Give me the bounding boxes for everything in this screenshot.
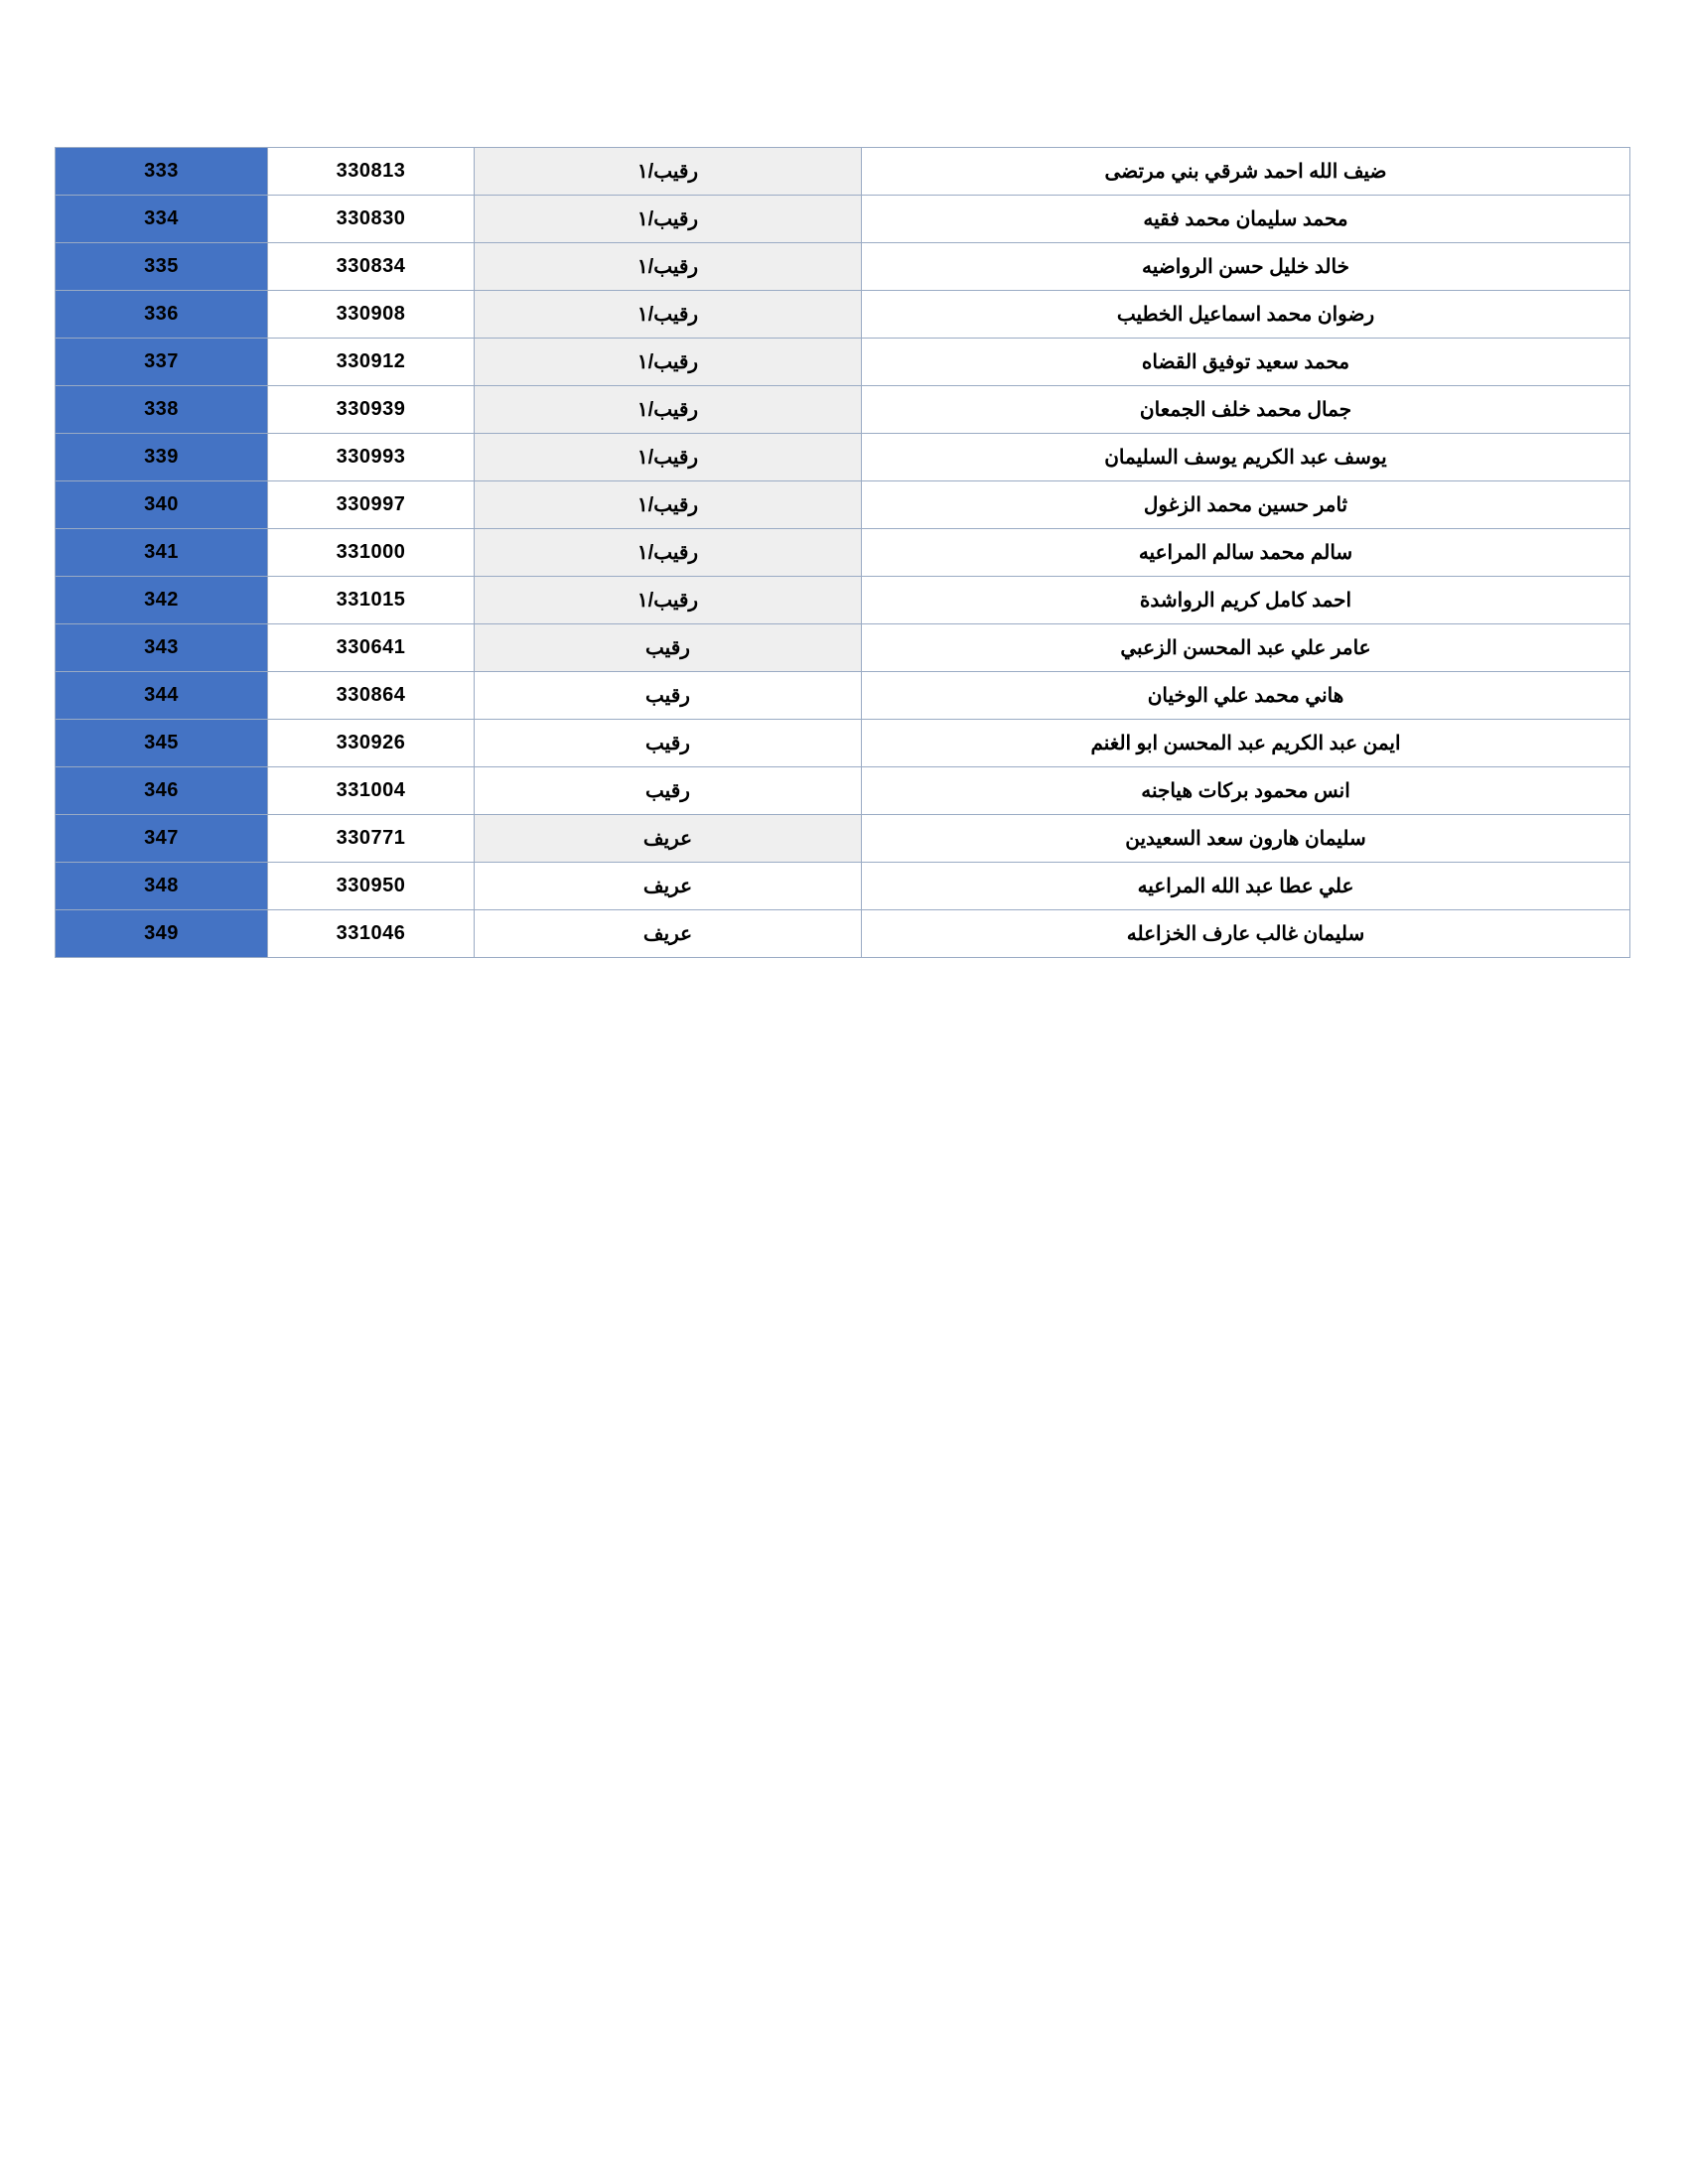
cell-index: 346 [56, 767, 268, 815]
cell-name: رضوان محمد اسماعيل الخطيب [862, 291, 1630, 339]
table-row [56, 291, 1630, 339]
cell-rank: رقيب/١ [475, 291, 862, 339]
cell-name: احمد كامل كريم الرواشدة [862, 577, 1630, 624]
cell-rank: رقيب [475, 624, 862, 672]
cell-service-number: 330950 [268, 863, 475, 910]
cell-name: ايمن عبد الكريم عبد المحسن ابو الغنم [862, 720, 1630, 767]
table-row [56, 910, 1630, 958]
cell-service-number: 330993 [268, 434, 475, 481]
cell-name: هاني محمد علي الوخيان [862, 672, 1630, 720]
table-row [56, 196, 1630, 243]
cell-index: 342 [56, 577, 268, 624]
table-row [56, 148, 1630, 196]
cell-rank: رقيب/١ [475, 529, 862, 577]
cell-rank: رقيب/١ [475, 243, 862, 291]
table-row [56, 529, 1630, 577]
cell-name: يوسف عبد الكريم يوسف السليمان [862, 434, 1630, 481]
table-row [56, 243, 1630, 291]
cell-index: 337 [56, 339, 268, 386]
cell-rank: رقيب/١ [475, 434, 862, 481]
roster-table-body [56, 148, 1630, 958]
roster-table [55, 147, 1630, 958]
cell-service-number: 330912 [268, 339, 475, 386]
cell-service-number: 331015 [268, 577, 475, 624]
table-row [56, 815, 1630, 863]
cell-service-number: 330908 [268, 291, 475, 339]
cell-index: 347 [56, 815, 268, 863]
cell-name: علي عطا عبد الله المراعيه [862, 863, 1630, 910]
cell-rank: رقيب [475, 672, 862, 720]
cell-index: 339 [56, 434, 268, 481]
table-row [56, 624, 1630, 672]
cell-index: 338 [56, 386, 268, 434]
cell-rank: رقيب [475, 767, 862, 815]
cell-index: 333 [56, 148, 268, 196]
cell-index: 341 [56, 529, 268, 577]
cell-rank: رقيب/١ [475, 339, 862, 386]
cell-index: 344 [56, 672, 268, 720]
cell-service-number: 330939 [268, 386, 475, 434]
cell-rank: رقيب/١ [475, 481, 862, 529]
cell-rank: رقيب [475, 720, 862, 767]
cell-name: ثامر حسين محمد الزغول [862, 481, 1630, 529]
table-row [56, 767, 1630, 815]
cell-index: 348 [56, 863, 268, 910]
table-row [56, 720, 1630, 767]
cell-service-number: 331000 [268, 529, 475, 577]
cell-name: محمد سليمان محمد فقيه [862, 196, 1630, 243]
table-row [56, 339, 1630, 386]
cell-index: 343 [56, 624, 268, 672]
roster-table-container [56, 147, 1630, 958]
table-row [56, 481, 1630, 529]
cell-rank: رقيب/١ [475, 148, 862, 196]
cell-index: 340 [56, 481, 268, 529]
cell-service-number: 330641 [268, 624, 475, 672]
cell-name: جمال محمد خلف الجمعان [862, 386, 1630, 434]
cell-index: 335 [56, 243, 268, 291]
cell-service-number: 330813 [268, 148, 475, 196]
table-row [56, 577, 1630, 624]
cell-service-number: 331004 [268, 767, 475, 815]
cell-index: 336 [56, 291, 268, 339]
cell-name: خالد خليل حسن الرواضيه [862, 243, 1630, 291]
table-row [56, 386, 1630, 434]
cell-index: 345 [56, 720, 268, 767]
cell-service-number: 330830 [268, 196, 475, 243]
cell-rank: عريف [475, 863, 862, 910]
table-row [56, 672, 1630, 720]
cell-rank: رقيب/١ [475, 577, 862, 624]
cell-service-number: 330926 [268, 720, 475, 767]
cell-rank: رقيب/١ [475, 196, 862, 243]
cell-service-number: 331046 [268, 910, 475, 958]
cell-service-number: 330997 [268, 481, 475, 529]
cell-service-number: 330771 [268, 815, 475, 863]
cell-name: عامر علي عبد المحسن الزعبي [862, 624, 1630, 672]
cell-rank: عريف [475, 815, 862, 863]
cell-index: 334 [56, 196, 268, 243]
cell-rank: عريف [475, 910, 862, 958]
cell-service-number: 330864 [268, 672, 475, 720]
cell-rank: رقيب/١ [475, 386, 862, 434]
cell-name: سليمان غالب عارف الخزاعله [862, 910, 1630, 958]
table-row [56, 863, 1630, 910]
table-row [56, 434, 1630, 481]
cell-name: محمد سعيد توفيق القضاه [862, 339, 1630, 386]
cell-name: انس محمود بركات هياجنه [862, 767, 1630, 815]
cell-index: 349 [56, 910, 268, 958]
cell-service-number: 330834 [268, 243, 475, 291]
cell-name: سالم محمد سالم المراعيه [862, 529, 1630, 577]
cell-name: ضيف الله احمد شرقي بني مرتضى [862, 148, 1630, 196]
cell-name: سليمان هارون سعد السعيدين [862, 815, 1630, 863]
